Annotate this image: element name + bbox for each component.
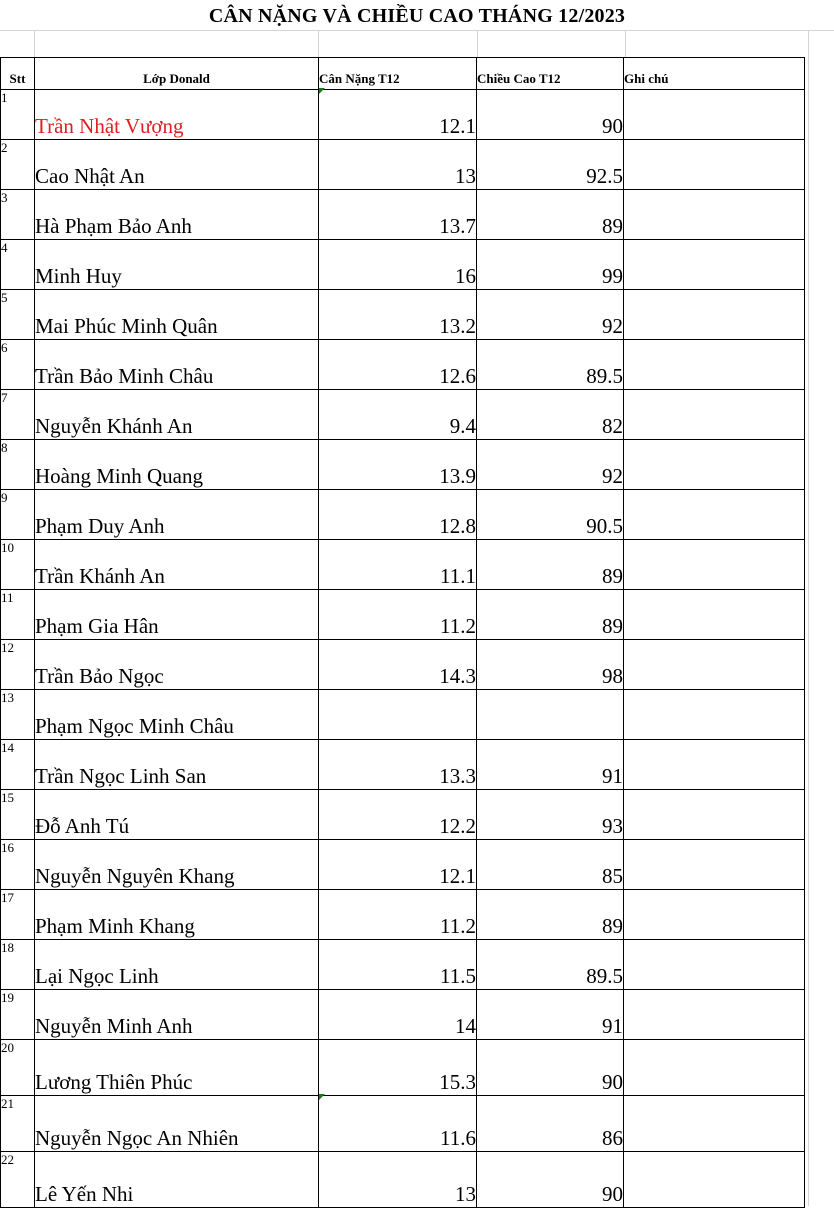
table-row	[1, 890, 805, 940]
weight-cell[interactable]: 12.8	[319, 490, 477, 540]
table-row	[1, 440, 805, 490]
student-name-cell[interactable]: Hoàng Minh Quang	[35, 440, 319, 490]
row-number-cell[interactable]: 9	[1, 490, 35, 540]
height-cell[interactable]: 92	[477, 290, 624, 340]
height-cell[interactable]: 91	[477, 740, 624, 790]
note-cell[interactable]	[624, 690, 805, 740]
note-cell[interactable]	[624, 440, 805, 490]
weight-cell[interactable]: 12.6	[319, 340, 477, 390]
header-height[interactable]: Chiều Cao T12	[477, 58, 624, 90]
weight-cell[interactable]: 13.3	[319, 740, 477, 790]
header-class-name[interactable]: Lớp Donald	[35, 58, 319, 90]
weight-cell[interactable]: 13	[319, 1152, 477, 1208]
note-cell[interactable]	[624, 240, 805, 290]
table-row	[1, 990, 805, 1040]
student-name-cell[interactable]: Nguyễn Ngọc An Nhiên	[35, 1096, 319, 1152]
table-row	[1, 590, 805, 640]
note-cell[interactable]	[624, 740, 805, 790]
table-row	[1, 540, 805, 590]
row-number-cell[interactable]: 19	[1, 990, 35, 1040]
student-name-cell[interactable]: Lê Yến Nhi	[35, 1152, 319, 1208]
row-number-cell[interactable]: 1	[1, 90, 35, 140]
student-name-cell[interactable]: Trần Ngọc Linh San	[35, 740, 319, 790]
table-row	[1, 290, 805, 340]
weight-cell[interactable]: 11.2	[319, 590, 477, 640]
row-number-cell[interactable]: 8	[1, 440, 35, 490]
table-row	[1, 490, 805, 540]
student-name-cell[interactable]: Nguyễn Nguyên Khang	[35, 840, 319, 890]
table-row	[1, 1096, 805, 1152]
table-row	[1, 840, 805, 890]
note-cell[interactable]	[624, 490, 805, 540]
height-cell[interactable]: 99	[477, 240, 624, 290]
student-name-cell[interactable]: Lương Thiên Phúc	[35, 1040, 319, 1096]
note-cell[interactable]	[624, 940, 805, 990]
row-number-cell[interactable]: 20	[1, 1040, 35, 1096]
grid-line	[34, 30, 35, 58]
comment-indicator-icon[interactable]	[319, 1094, 325, 1100]
height-cell[interactable]: 89.5	[477, 340, 624, 390]
row-number-cell[interactable]: 10	[1, 540, 35, 590]
weight-cell[interactable]: 12.1	[319, 90, 477, 140]
note-cell[interactable]	[624, 290, 805, 340]
row-number-cell[interactable]: 21	[1, 1096, 35, 1152]
grid-line	[808, 30, 809, 1206]
height-cell[interactable]	[477, 690, 624, 740]
measurement-table	[0, 57, 805, 1208]
weight-cell[interactable]: 13.2	[319, 290, 477, 340]
student-name-cell[interactable]: Phạm Ngọc Minh Châu	[35, 690, 319, 740]
weight-cell[interactable]: 13.7	[319, 190, 477, 240]
sheet-title: CÂN NẶNG VÀ CHIỀU CAO THÁNG 12/2023	[208, 5, 626, 27]
student-name-cell[interactable]: Cao Nhật An	[35, 140, 319, 190]
note-cell[interactable]	[624, 390, 805, 440]
row-number-cell[interactable]: 16	[1, 840, 35, 890]
height-cell[interactable]: 90	[477, 90, 624, 140]
grid-line	[318, 30, 319, 58]
weight-cell[interactable]: 9.4	[319, 390, 477, 440]
student-name-cell[interactable]: Minh Huy	[35, 240, 319, 290]
row-number-cell[interactable]: 13	[1, 690, 35, 740]
comment-indicator-icon[interactable]	[319, 88, 325, 94]
grid-line	[0, 30, 834, 31]
row-number-cell[interactable]: 7	[1, 390, 35, 440]
note-cell[interactable]	[624, 540, 805, 590]
weight-cell[interactable]	[319, 690, 477, 740]
student-name-cell[interactable]: Đỗ Anh Tú	[35, 790, 319, 840]
weight-cell[interactable]: 14.3	[319, 640, 477, 690]
note-cell[interactable]	[624, 840, 805, 890]
table-row	[1, 240, 805, 290]
student-name-cell[interactable]: Phạm Gia Hân	[35, 590, 319, 640]
row-number-cell[interactable]: 11	[1, 590, 35, 640]
height-cell[interactable]: 89	[477, 890, 624, 940]
student-name-cell[interactable]: Trần Nhật Vượng	[35, 90, 319, 140]
height-cell[interactable]: 93	[477, 790, 624, 840]
height-cell[interactable]: 90	[477, 1040, 624, 1096]
row-number-cell[interactable]: 22	[1, 1152, 35, 1208]
table-row	[1, 390, 805, 440]
weight-cell[interactable]: 15.3	[319, 1040, 477, 1096]
student-name-cell[interactable]: Trần Bảo Minh Châu	[35, 340, 319, 390]
height-cell[interactable]: 90.5	[477, 490, 624, 540]
note-cell[interactable]	[624, 140, 805, 190]
weight-cell[interactable]: 14	[319, 990, 477, 1040]
student-name-cell[interactable]: Phạm Minh Khang	[35, 890, 319, 940]
height-cell[interactable]: 82	[477, 390, 624, 440]
row-number-cell[interactable]: 6	[1, 340, 35, 390]
weight-cell[interactable]: 13	[319, 140, 477, 190]
row-number-cell[interactable]: 15	[1, 790, 35, 840]
row-number-cell[interactable]: 12	[1, 640, 35, 690]
student-name-cell[interactable]: Hà Phạm Bảo Anh	[35, 190, 319, 240]
table-row	[1, 690, 805, 740]
weight-cell[interactable]: 11.6	[319, 1096, 477, 1152]
height-cell[interactable]: 89	[477, 590, 624, 640]
student-name-cell[interactable]: Nguyễn Khánh An	[35, 390, 319, 440]
note-cell[interactable]	[624, 890, 805, 940]
table-row	[1, 1152, 805, 1208]
height-cell[interactable]: 89	[477, 540, 624, 590]
grid-line	[625, 30, 626, 58]
row-number-cell[interactable]: 2	[1, 140, 35, 190]
note-cell[interactable]	[624, 640, 805, 690]
height-cell[interactable]: 98	[477, 640, 624, 690]
row-number-cell[interactable]: 17	[1, 890, 35, 940]
height-cell[interactable]: 90	[477, 1152, 624, 1208]
row-number-cell[interactable]: 14	[1, 740, 35, 790]
weight-cell[interactable]: 13.9	[319, 440, 477, 490]
note-cell[interactable]	[624, 1040, 805, 1096]
header-stt[interactable]: Stt	[1, 58, 35, 90]
student-name-cell[interactable]: Trần Bảo Ngọc	[35, 640, 319, 690]
height-cell[interactable]: 92.5	[477, 140, 624, 190]
note-cell[interactable]	[624, 990, 805, 1040]
table-row	[1, 740, 805, 790]
row-number-cell[interactable]: 3	[1, 190, 35, 240]
header-note[interactable]: Ghi chú	[624, 58, 805, 90]
table-row	[1, 1040, 805, 1096]
student-name-cell[interactable]: Nguyễn Minh Anh	[35, 990, 319, 1040]
weight-cell[interactable]: 16	[319, 240, 477, 290]
student-name-cell[interactable]: Mai Phúc Minh Quân	[35, 290, 319, 340]
student-name-cell[interactable]: Phạm Duy Anh	[35, 490, 319, 540]
weight-cell[interactable]: 11.1	[319, 540, 477, 590]
note-cell[interactable]	[624, 90, 805, 140]
weight-cell[interactable]: 12.2	[319, 790, 477, 840]
student-name-cell[interactable]: Lại Ngọc Linh	[35, 940, 319, 990]
weight-cell[interactable]: 11.5	[319, 940, 477, 990]
height-cell[interactable]: 89	[477, 190, 624, 240]
table-row	[1, 340, 805, 390]
student-name-cell[interactable]: Trần Khánh An	[35, 540, 319, 590]
weight-cell[interactable]: 12.1	[319, 840, 477, 890]
row-number-cell[interactable]: 4	[1, 240, 35, 290]
table-row	[1, 640, 805, 690]
height-cell[interactable]: 86	[477, 1096, 624, 1152]
row-number-cell[interactable]: 5	[1, 290, 35, 340]
table-row	[1, 140, 805, 190]
table-row	[1, 940, 805, 990]
height-cell[interactable]: 91	[477, 990, 624, 1040]
note-cell[interactable]	[624, 1096, 805, 1152]
weight-cell[interactable]: 11.2	[319, 890, 477, 940]
note-cell[interactable]	[624, 190, 805, 240]
header-row	[1, 58, 805, 90]
note-cell[interactable]	[624, 340, 805, 390]
row-number-cell[interactable]: 18	[1, 940, 35, 990]
height-cell[interactable]: 89.5	[477, 940, 624, 990]
grid-line	[477, 30, 478, 58]
table-row	[1, 790, 805, 840]
height-cell[interactable]: 92	[477, 440, 624, 490]
table-row	[1, 190, 805, 240]
note-cell[interactable]	[624, 590, 805, 640]
note-cell[interactable]	[624, 790, 805, 840]
table-row	[1, 90, 805, 140]
table-body	[1, 90, 805, 1208]
note-cell[interactable]	[624, 1152, 805, 1208]
height-cell[interactable]: 85	[477, 840, 624, 890]
header-weight[interactable]: Cân Nặng T12	[319, 58, 477, 90]
